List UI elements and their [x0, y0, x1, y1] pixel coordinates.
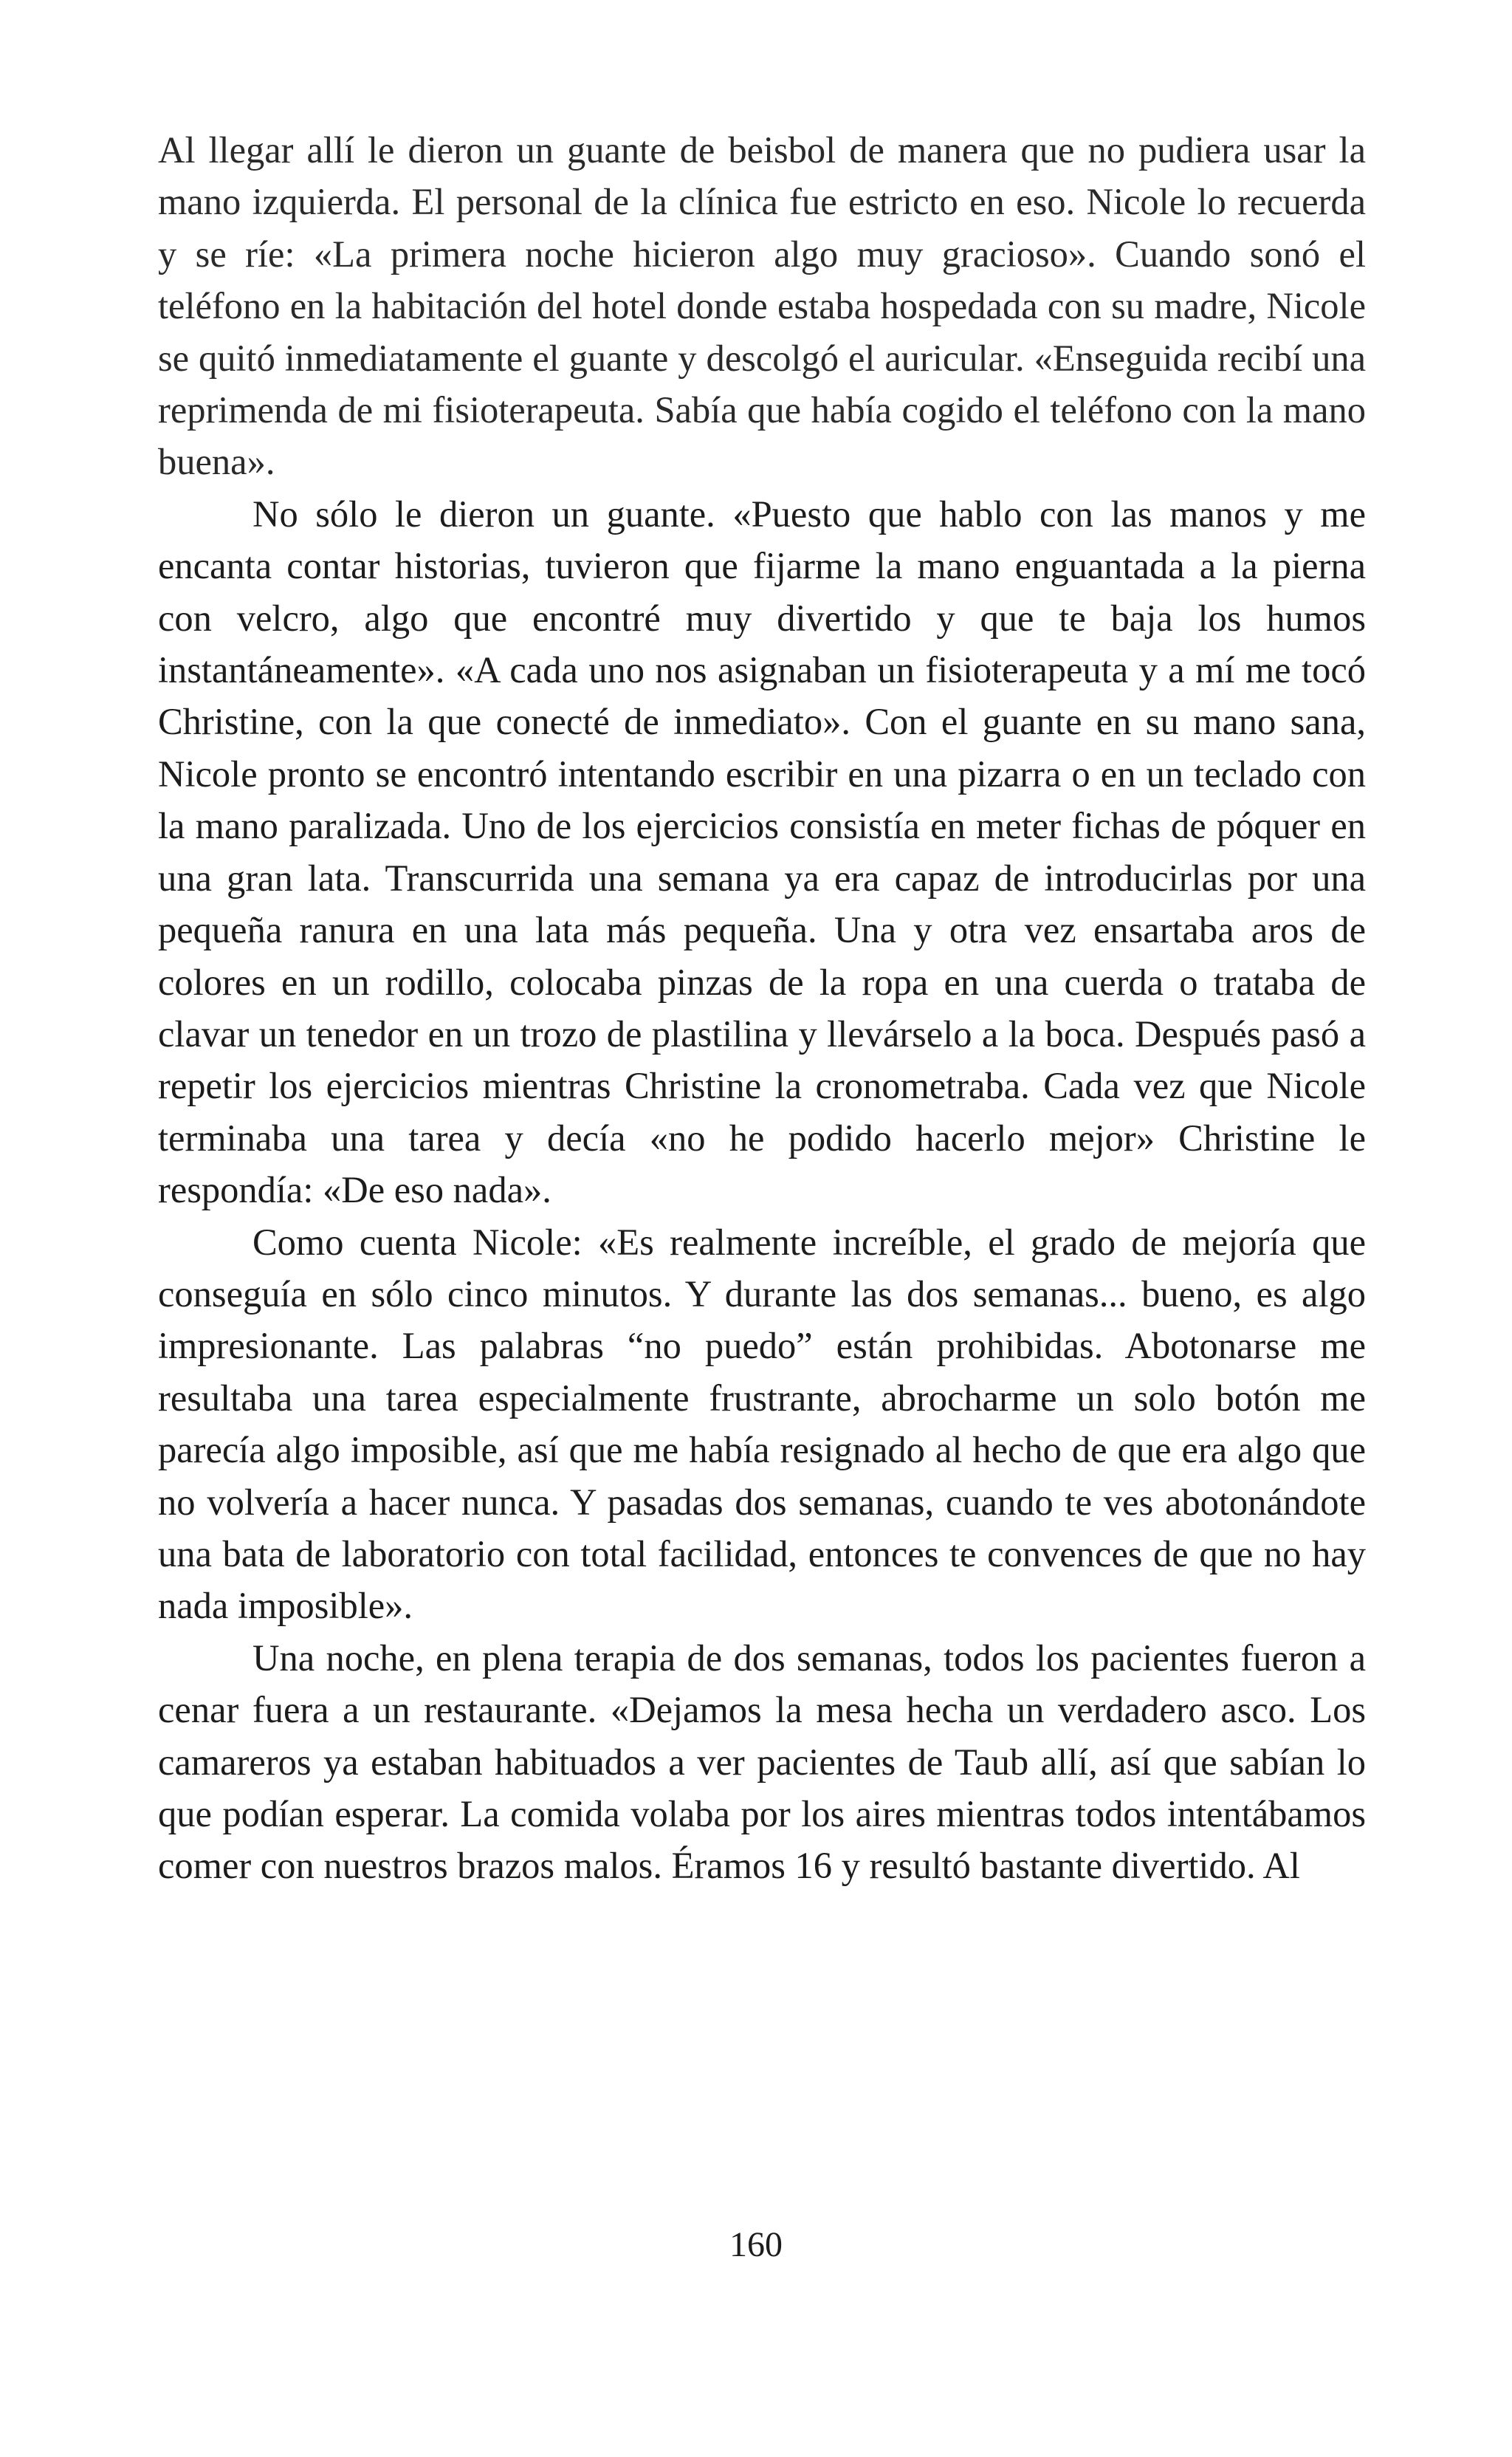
paragraph-1: Al llegar allí le dieron un guante de beisbol de manera que no pudiera usar la mano izquierda. El personal de la clínica fue estricto en eso. Nicole lo recuerda y se ríe: «La primera noche hicieron algo muy gracioso». Cuando sonó el teléfono en la habitación del hotel donde estaba hospedada con su madre, Nicole se quitó inmediatamente el guante y descolgó el auricular. «Enseguida recibí una reprimenda de mi fisioterapeuta. Sabía que había cogido el teléfono con la mano buena». [158, 129, 1366, 483]
body-text [158, 124, 1366, 1892]
paragraph-2: No sólo le dieron un guante. «Puesto que hablo con las manos y me encanta contar historias, tuvieron que fijarme la mano enguantada a la pierna con velcro, algo que encontré muy divertido y que te baja los humos instantáneamente». «A cada uno nos asignaban un fisioterapeuta y a mí me tocó Christine, con la que conecté de inmediato». Con el guante en su mano sana, Nicole pronto se encontró intentando escribir en una pizarra o en un teclado con la mano paralizada. Uno de los ejercicios consistía en meter fichas de póquer en una gran lata. Transcurrida una semana ya era capaz de introducirlas por una pequeña ranura en una lata más pequeña. Una y otra vez ensartaba aros de colores en un rodillo, colocaba pinzas de la ropa en una cuerda o trataba de clavar un tenedor en un trozo de plastilina y llevárselo a la boca. Después pasó a repetir los ejercicios mientras Christine la cronometraba. Cada vez que Nicole terminaba una tarea y decía «no he podido hacerlo mejor» Christine le respondía: «De eso nada». [158, 493, 1366, 1211]
paragraph-4: Una noche, en plena terapia de dos semanas, todos los pacientes fueron a cenar fuera a un restaurante. «Dejamos la mesa hecha un verdadero asco. Los camareros ya estaban habituados a ver pacientes de Taub allí, así que sabían lo que podían esperar. La comida volaba por los aires mientras todos intentábamos comer con nuestros brazos malos. Éramos 16 y resultó bastante divertido. Al [158, 1637, 1366, 1887]
paragraph-3: Como cuenta Nicole: «Es realmente increíble, el grado de mejoría que conseguía en sólo cinco minutos. Y durante las dos semanas... bueno, es algo impresionante. Las palabras “no puedo” están prohibidas. Abotonarse me resultaba una tarea especialmente frustrante, abrocharme un solo botón me parecía algo imposible, así que me había resignado al hecho de que era algo que no volvería a hacer nunca. Y pasadas dos semanas, cuando te ves abotonándote una bata de laboratorio con total facilidad, entonces te convences de que no hay nada imposible». [158, 1221, 1366, 1627]
page-number: 160 [729, 2225, 783, 2264]
